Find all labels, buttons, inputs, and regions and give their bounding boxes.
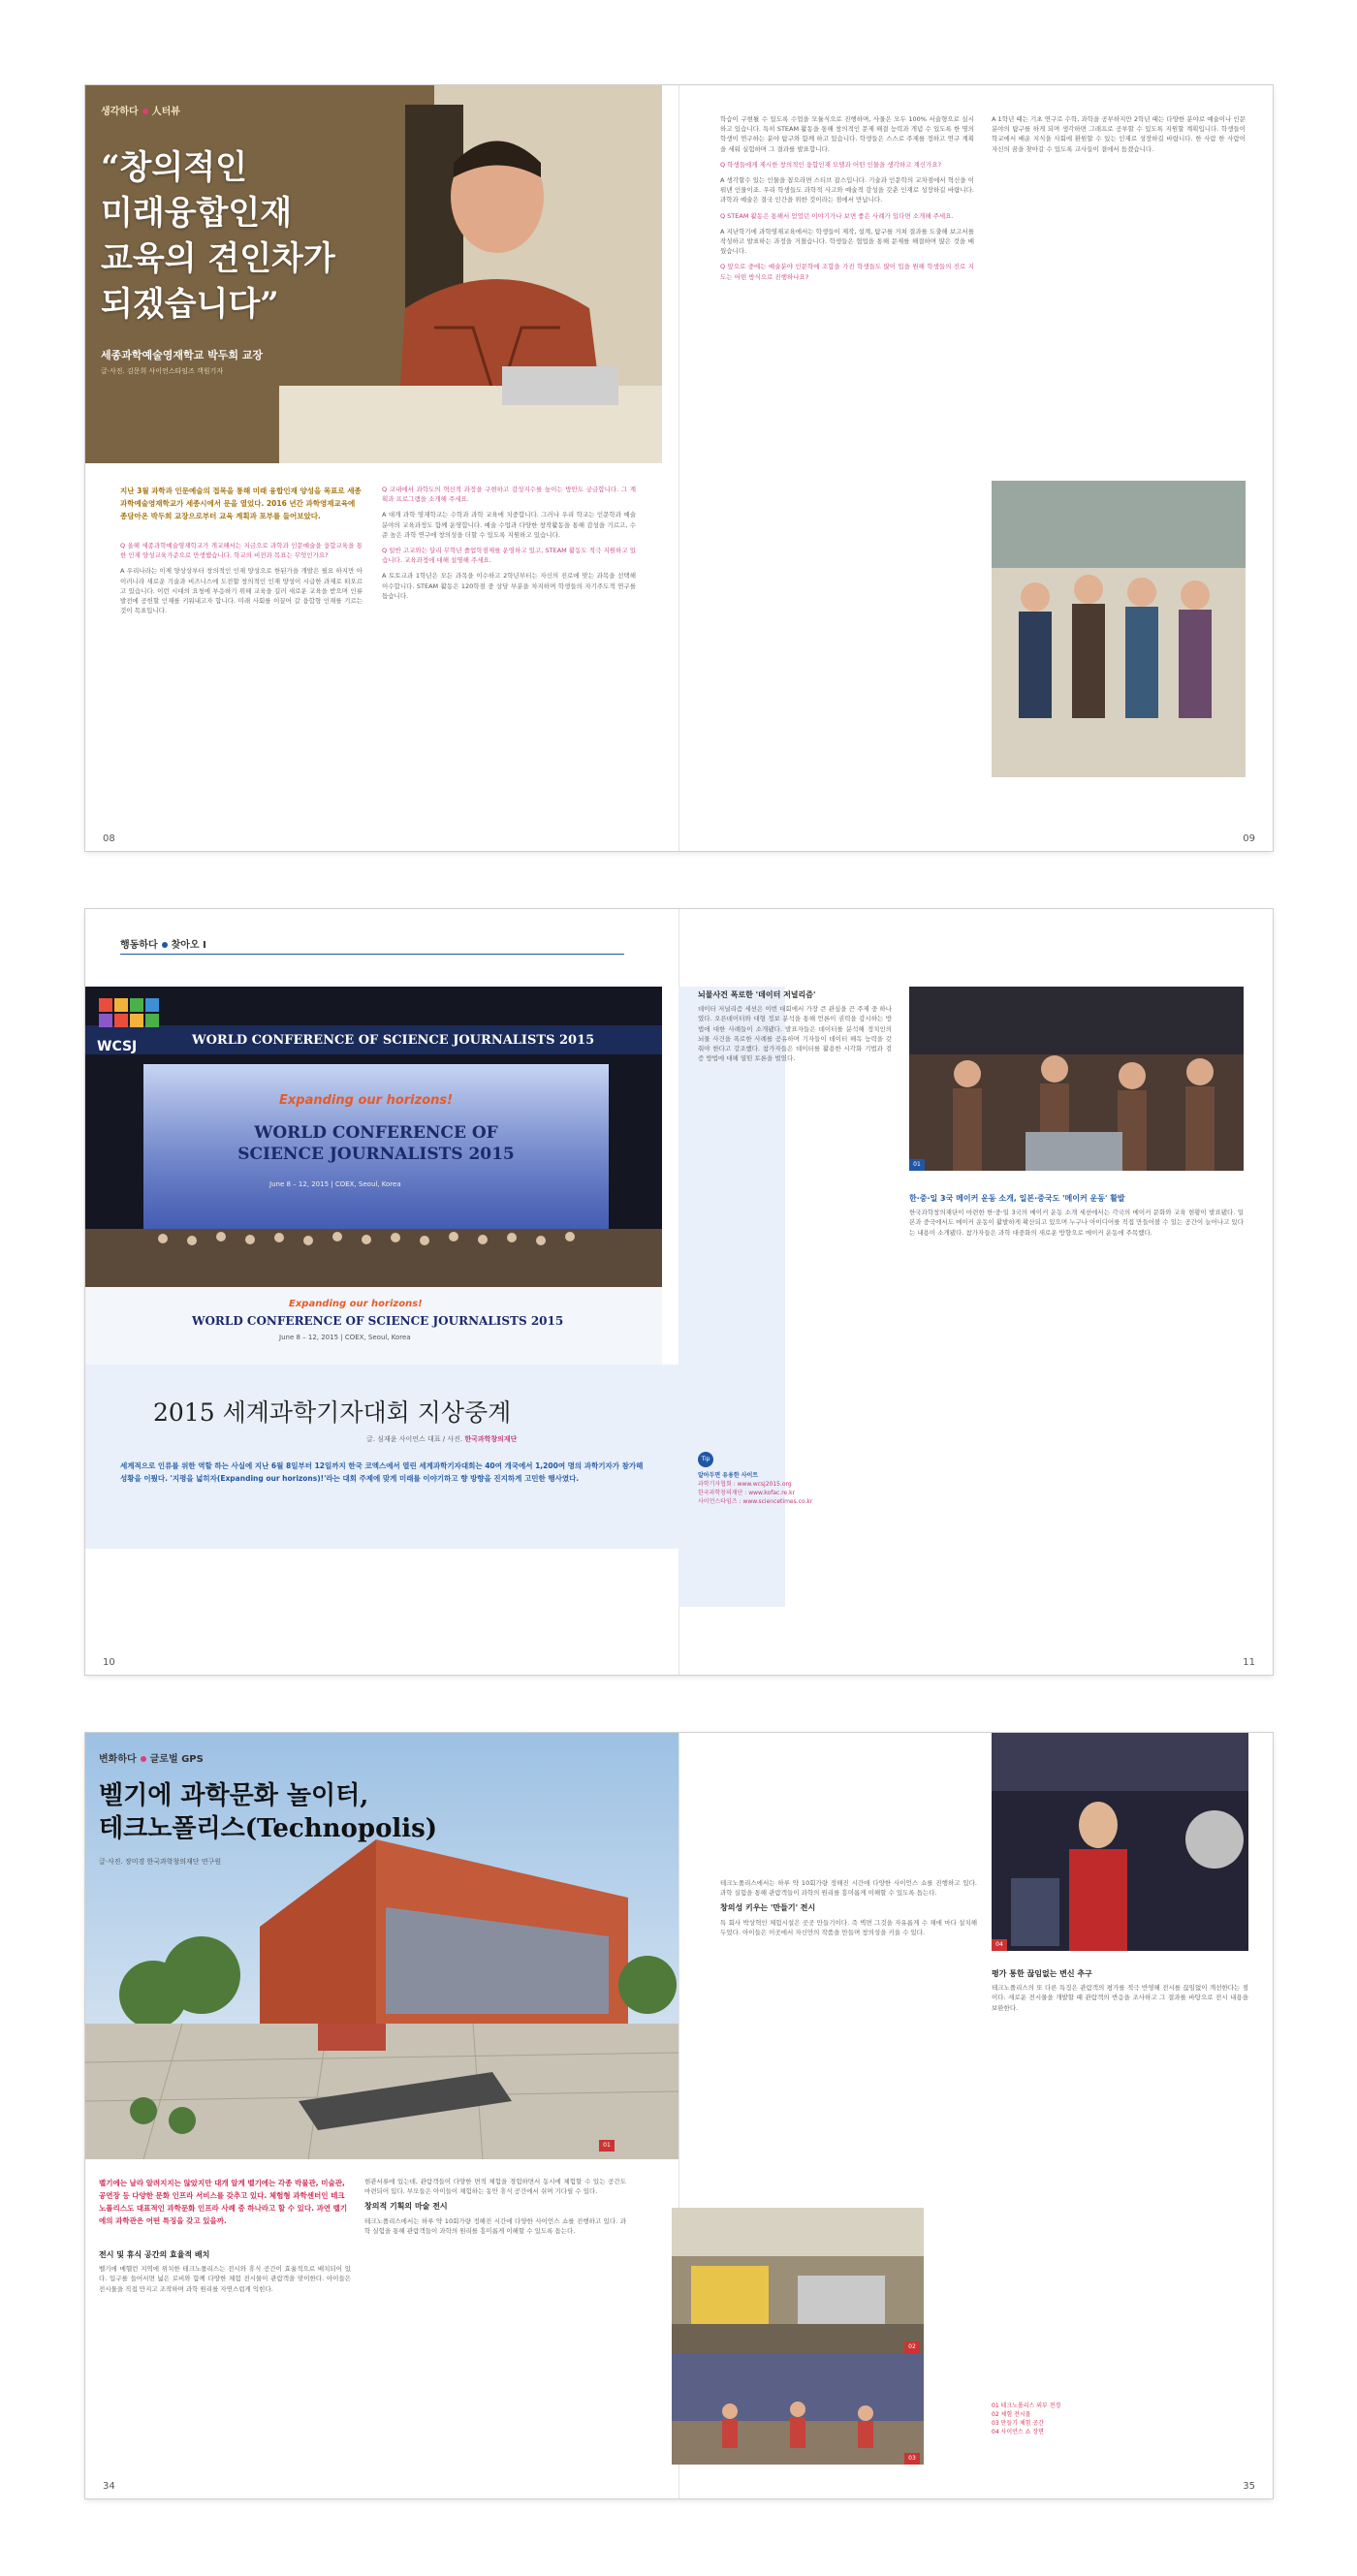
col-data-journalism	[698, 987, 892, 1442]
article-title	[101, 145, 335, 328]
stage-tagline: Expanding our horizons!	[289, 1299, 423, 1309]
credit-prefix: 글. 심재윤 사이언스 대표 / 사진.	[366, 1435, 463, 1443]
col-exhibit-1	[99, 2246, 351, 2469]
title-line-4: 되겠습니다”	[101, 285, 279, 324]
title-line-2: 테크노폴리스(Technopolis)	[99, 1814, 438, 1843]
article-credit: 글·사진. 김문희 사이언스타임즈 객원기자	[101, 367, 224, 375]
stage-date: June 8 – 12, 2015 | COEX, Seoul, Korea	[279, 1334, 411, 1341]
tip-line-2: 과학기자협회 : www.wcsj2015.org	[698, 1481, 792, 1488]
col-text-3b: 테크노폴리스에서는 하루 약 10회가량 정해진 시간에 다양한 사이언스 쇼를 진행하고 있다. 과학 실험을 통해 관람객들이 과학의 원리를 흥미롭게 이해할 수 있도록 돕는다.	[720, 1879, 977, 1898]
article-credit	[366, 1434, 517, 1444]
section-tag	[120, 936, 206, 951]
spread-technopolis	[85, 1733, 1273, 2498]
right-column-1	[720, 114, 974, 822]
title-line-1: “창의적인	[101, 148, 247, 187]
tip-line-1: 알아두면 유용한 사이트	[698, 1472, 759, 1479]
session-illustration	[909, 987, 1244, 1171]
caption-2: 02 체험 전시물	[992, 2411, 1031, 2418]
col-text-2: 한국과학창의재단이 마련한 한·중·일 3국의 메이커 운동 소개 세션에서는 각국의 메이커 문화와 교육 현황이 발표됐다. 일본과 중국에서도 메이커 운동이 활발하게 확산되고 있으며 누구나 아이디어를 직접 만들어볼 수 있는 공간이 늘어나고 있다는 내용이 소개됐다. 참가자들은 과학 대중화의 새로운 방향으로 메이커 운동에 주목했다.	[909, 1209, 1244, 1237]
answer-4: A 생각할수 있는 인물을 꼽으라면 스티브 잡스입니다. 기술과 인문학의 교차점에서 혁신을 이뤄낸 인물이죠. 우리 학생들도 과학적 사고와 예술적 감성을 갖춘 인재로 성장하길 바랍니다. 과학과 예술은 결국 인간을 위한 것이라는 점에서 만납니다.	[720, 176, 974, 204]
left-column-1	[120, 541, 363, 822]
question-6: Q 앞으로 중에는 예술분야 인문학에 조합을 가진 학생들도 많이 입을 원해 학생들의 진로 지도는 어떤 방식으로 진행하나요?	[720, 263, 974, 281]
col-maker	[909, 1190, 1244, 1617]
banner-tagline: Expanding our horizons!	[279, 1093, 454, 1108]
wcsj-logo-icon	[97, 996, 165, 1035]
question-2: Q 교내에서 과학도의 혁신적 과정을 구현하고 감성지수를 높이는 방안도 궁금합니다. 그 계획과 프로그램을 소개해 주세요.	[382, 486, 636, 504]
mid-column-text: 학습이 구현될 수 있도록 수업을 모듈식으로 진행하며, 사물은 모두 100% 서술형으로 실시하고 있습니다. 특히 STEAM 활동을 통해 창의적인 문제 해결 능력과 개념 수 있도록 한 명의 학생이 연구하는 분야 탐구와 함께 하고 있습니다. 학생들은 스스로 주제를 정하고 연구 계획을 세워 실험하며 그 결과를 발표합니다.	[720, 115, 974, 153]
col-text-3: 테크노폴리스에서는 하루 약 10회가량 정해진 시간에 다양한 사이언스 쇼를 진행하고 있다. 과학 실험을 통해 관람객들이 과학의 원리를 흥미롭게 이해할 수 있도록 돕는다.	[364, 2216, 626, 2235]
photo-captions	[992, 2402, 1248, 2436]
col-text-1: 데이터 저널리즘 세션은 이번 대회에서 가장 큰 관심을 끈 주제 중 하나였다. 오픈데이터와 대형 정보 분석을 통해 언론이 권력을 감시하는 방법에 대한 사례들이 소개됐다. 발표자들은 데이터를 분석해 정치인의 뇌물 사건을 폭로한 사례를 공유하며 기자들이 데이터 해독 능력을 갖춰야 한다고 강조했다. 참가자들은 데이터를 활용한 시각화 기법과 검증 방법에 대해 열띤 토론을 벌였다.	[698, 1005, 892, 1063]
subheading-4: 평가 통한 끊임없는 변신 추구	[992, 1969, 1092, 1978]
lede-paragraph: 벨기에는 날라 알려지지는 않았지만 대개 알게 벨기에는 각종 박물관, 미술관, 공연장 등 다양한 문화 인프라 서비스를 갖추고 있다. 체험형 과학센터인 테크노폴리스도 대표적인 과학문화 인프라 사례 중 하나라고 할 수 있다. 과연 벨기에의 과학관은 어떤 특징을 갖고 있을까.	[99, 2179, 348, 2225]
page-number-left: 34	[103, 2481, 115, 2492]
answer-2: A 대개 과학 영재학교는 수학과 과학 교육에 치중합니다. 그러나 우리 학교는 인문학과 예술 분야의 교육과정도 함께 운영합니다. 예술 수업과 다양한 창작활동을 통해 감성을 기르고, 수준 높은 과학 연구에 창의성을 더할 수 있도록 지원하고 있습니다.	[382, 511, 636, 539]
tag-dot-icon	[141, 1756, 146, 1762]
interior-photo-2	[672, 2353, 924, 2465]
conference-photo	[85, 987, 662, 1365]
tip-line-4: 사이언스타임즈 : www.sciencetimes.co.kr	[698, 1498, 813, 1505]
answer-3: A 토토교과 1학년은 모든 과목을 이수하고 2학년부터는 자신의 진로에 맞는 과목을 선택해 이수합니다. STEAM 활동은 120학점 중 상당 부분을 차지하며 학생들의 자기주도적 연구를 돕습니다.	[382, 572, 636, 600]
title-line-3: 교육의 견인차가	[101, 239, 335, 278]
session-photo	[909, 987, 1244, 1171]
subheading-3: 창의성 키우는 '만들기' 전시	[720, 1903, 816, 1913]
photo-badge-icon-4: 04	[992, 1939, 1007, 1951]
photo-badge-icon-2: 02	[904, 2341, 920, 2353]
question-1: Q 올해 세종과학예술영재학교가 개교해서는 지금으로 과학과 인문예술을 융합교육을 통한 인재 양성교육가준으로 만생했습니다. 학교의 비전과 목표는 무엇인가요?	[120, 542, 363, 560]
article-subtitle: 세종과학예술영재학교 박두희 교장	[101, 349, 264, 361]
interior-illustration-2	[672, 2353, 924, 2465]
article-title: 2015 세계과학기자대회 지상중계	[153, 1398, 512, 1427]
science-show-photo	[992, 1733, 1248, 1951]
tag-left: 생각하다	[101, 107, 139, 117]
interior-illustration-1	[672, 2208, 924, 2353]
title-line-1: 벨기에 과학문화 놀이터,	[99, 1781, 369, 1810]
exterior-photo	[85, 1733, 678, 2159]
title-panel	[85, 1365, 678, 1549]
hero-photo	[85, 85, 662, 463]
question-4: Q 학생들에게 제시한 창의적인 융합인재 모델과 어떤 인물을 생각하고 계신가요?	[720, 160, 942, 169]
banner-date: June 8 – 12, 2015 | COEX, Seoul, Korea	[269, 1180, 401, 1188]
stage-banner: WORLD CONFERENCE OF SCIENCE JOURNALISTS 2015	[192, 1314, 564, 1328]
page-number-left: 08	[103, 833, 115, 844]
students-photo	[992, 481, 1246, 777]
subheading-2: 한·중·일 3국 메이커 운동 소개, 일본·중국도 '메이커 운동' 활발	[909, 1194, 1125, 1203]
answer-5: A 지난학기에 과학영재교육에서는 학생들이 제작, 설계, 탐구를 거쳐 결과를 도출해 보고서를 작성하고 발표하는 과정을 거쳤습니다. 학생들은 협업을 통해 문제를 해결하며 많은 것을 배웠습니다.	[720, 227, 974, 256]
lede-paragraph: 세계적으로 인류를 위한 역할 하는 사실에 지난 6월 8일부터 12일까지 한국 코엑스에서 열린 세계과학기자대회는 40여 개국에서 1,200여 명의 과학기자가 참가해 성황을 이뤘다. '지평을 넓히자(Expanding our horizons)!'라는 대회 주제에 맞게 미래를 이야기하고 향 방향을 진지하게 고민한 행사였다.	[120, 1461, 644, 1483]
students-illustration	[992, 481, 1246, 777]
photo-badge-icon: 01	[909, 1159, 925, 1171]
question-3: Q 일반 고교와는 달리 무학년 졸업학점제를 운영하고 있고, STEAM 활동도 적극 지원하고 있습니다. 교육과정에 대해 설명해 주세요.	[382, 547, 636, 565]
science-show-illustration	[992, 1733, 1248, 1951]
tag-left: 행동하다	[120, 940, 158, 951]
credit-org: 한국과학창의재단	[464, 1435, 518, 1443]
tag-dot-icon	[142, 109, 148, 114]
section-tag	[99, 1750, 204, 1765]
col-text-2: 현관서류에 있는데, 관람객들이 다양한 면적 체험을 경험하면서 동시에 체험할 수 있는 공간도 마련되어 있다. 부모들은 아이들이 체험하는 동안 휴식 공간에서 쉬며 기다릴 수 있다.	[364, 2178, 626, 2196]
right-column-2	[992, 114, 1246, 289]
banner-main: WORLD CONFERENCE OF SCIENCE JOURNALISTS 2015	[237, 1123, 515, 1164]
caption-4: 04 사이언스 쇼 장면	[992, 2429, 1044, 2435]
page-number-right: 35	[1243, 2481, 1255, 2492]
col-right-2	[992, 1965, 1248, 2382]
spread-gutter	[678, 85, 679, 851]
article-title	[99, 1779, 437, 1845]
photo-badge-icon: 01	[599, 2140, 615, 2152]
col-right-1	[720, 1878, 977, 2198]
article-credit: 글·사진. 장미경 한국과학창의재단 연구원	[99, 1858, 222, 1866]
page-number-right: 11	[1243, 1657, 1255, 1668]
col-text-1: 벨기에 메헬런 지역에 위치한 테크노폴리스는 전시와 휴식 공간이 효율적으로 배치되어 있다. 입구를 들어서면 넓은 로비와 함께 다양한 체험 전시물이 관람객을 맞이한다. 아이들은 전시물을 직접 만지고 조작하며 과학 원리를 자연스럽게 익힌다.	[99, 2265, 351, 2293]
tag-left: 변화하다	[99, 1754, 137, 1765]
page-number-right: 09	[1243, 833, 1255, 844]
spread-wcsj	[85, 909, 1273, 1675]
caption-1: 01 테크노폴리스 외부 전경	[992, 2403, 1061, 2409]
col-text-5: 테크노폴리스의 또 다른 특징은 관람객의 평가를 적극 반영해 전시를 끊임없이 개선한다는 점이다. 새로운 전시물을 개발할 때 관람객의 반응을 조사하고 그 결과를 바탕으로 전시 내용을 보완한다.	[992, 1984, 1248, 2012]
answer-1: A 우리나라는 이제 양상상부터 창의적인 인재 양성으로 한된가을 개발은 필요 하지만 아이러니라 새로운 기술과 비즈니스에 도전할 창의적인 인재 양성이 시급한 과제로 떠오르고 있습니다. 이런 시대의 요청에 부응하기 위해 교육을 길러 새로운 교육을 받으며 인류 발전에 공헌할 인재를 키워내고자 합니다. 미래 사회를 이끌어 갈 융합형 인재를 기르는 것이 목표입니다.	[120, 567, 363, 615]
question-5: Q STEAM 활동은 통해서 얻었던 이야기가나 보면 좋은 사례가 있다면 소개해 주세요.	[720, 211, 954, 220]
tag-dot-icon	[162, 942, 168, 948]
photo-badge-icon-3: 03	[904, 2453, 920, 2465]
tag-right: 人터뷰	[151, 107, 180, 117]
right-column-text: A 1학년 때는 기초 연구로 수학, 과학을 공부하지만 2학년 때는 다양한 분야로 예술이나 인문분야의 탐구를 하게 되며 생각하면 그래프로 공부할 수 있도록 지원할 계획입니다. 학생들이 학교에서 배운 지식을 사회에 환원할 수 있는 인재로 성장하길 바랍니다. 한 사람 한 사람이 자신의 꿈을 찾아갈 수 있도록 교사들이 곁에서 돕겠습니다.	[992, 115, 1246, 153]
interior-photo-1	[672, 2208, 924, 2353]
title-line-2: 미래융합인재	[101, 194, 293, 233]
subheading-1: 전시 및 휴식 공간의 효율적 배치	[99, 2250, 210, 2259]
banner-top: WORLD CONFERENCE OF SCIENCE JOURNALISTS 2015	[192, 1033, 595, 1048]
tag-right: 찾아오 I	[171, 940, 206, 951]
section-tag	[101, 103, 180, 117]
spread-interview	[85, 85, 1273, 851]
caption-3: 03 만들기 체험 공간	[992, 2420, 1044, 2427]
tag-right: 글로벌 GPS	[149, 1754, 204, 1765]
col-exhibit-2	[364, 2177, 626, 2467]
left-column-2	[382, 485, 636, 824]
tip-line-3: 한국과학창의재단 : www.kofac.re.kr	[698, 1490, 796, 1496]
subheading-2: 창의적 기획의 마술 전시	[364, 2202, 448, 2212]
tip-icon: Tip	[698, 1452, 713, 1467]
subheading-1: 뇌물사건 폭로한 '데이터 저널리즘'	[698, 990, 816, 999]
lede-paragraph: 지난 3월 과학과 인문예술의 접목을 통해 미래 융합인재 양성을 목표로 세종과학예술영재학교가 세종시에서 문을 열었다. 2016 년간 과학영재교육에 종담아온 박두희 교장으로부터 교육 계획과 포부를 들어보았다.	[120, 487, 362, 520]
logo-text: WCSJ	[97, 1039, 138, 1054]
page-number-left: 10	[103, 1657, 115, 1668]
tip-box	[698, 1452, 892, 1539]
tag-underline	[120, 954, 624, 955]
wcsj-logo	[97, 996, 165, 1054]
col-text-4: 특 회사 박상혁인 체험시설은 곳곳 만들기이다. 즉 벽면 그것을 자유롭게 수 채에 마다 설치해 두었다. 아이들은 이곳에서 자신만의 작품을 만들며 창의성을 키울 수 있다.	[720, 1918, 977, 1936]
